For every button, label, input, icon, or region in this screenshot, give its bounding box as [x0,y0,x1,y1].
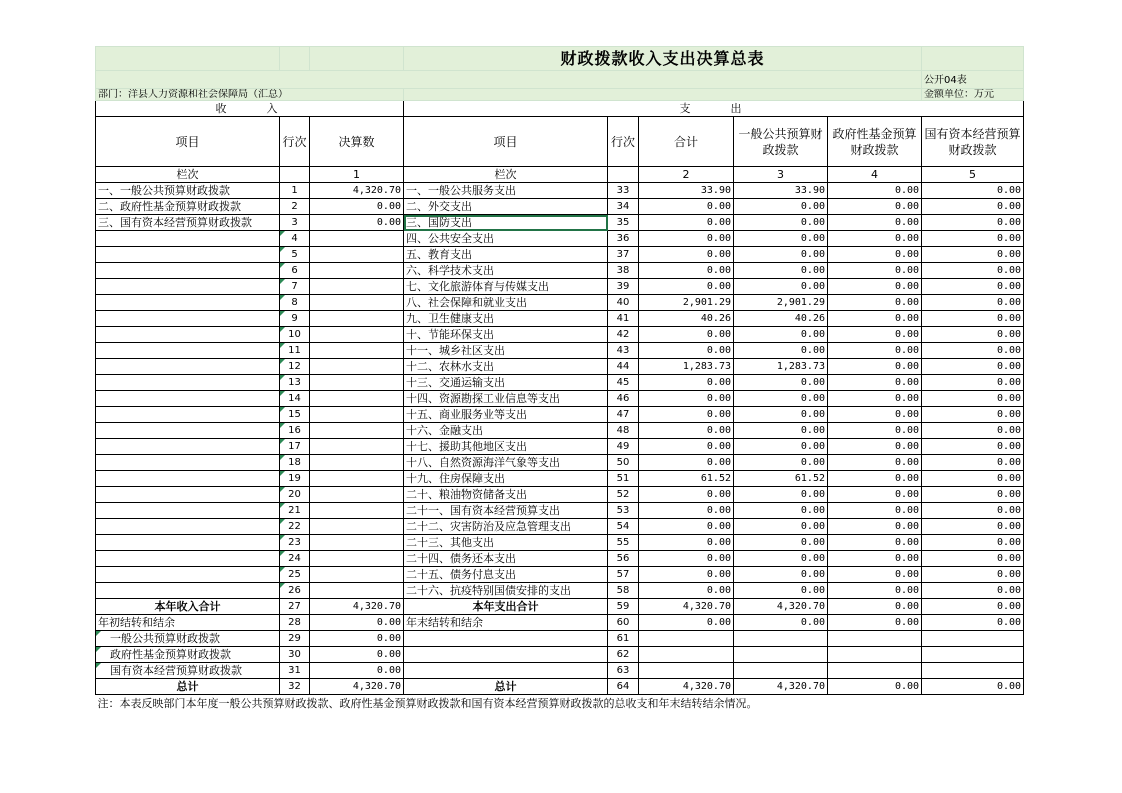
cell-ex-line[interactable]: 47 [608,407,639,423]
cell-capital[interactable]: 0.00 [922,535,1024,551]
summary-table [95,46,1024,713]
cell-in-item[interactable] [96,519,280,535]
cell-total[interactable]: 0.00 [639,535,734,551]
cell-general[interactable]: 0.00 [734,407,828,423]
cell-in-item[interactable]: 二、政府性基金预算财政拨款 [96,199,280,215]
table-row [96,487,1024,503]
cell-general[interactable]: 33.90 [734,183,828,199]
cell-in-amt[interactable] [310,247,404,263]
cell-capital[interactable]: 0.00 [922,519,1024,535]
cell-ex-line[interactable]: 43 [608,343,639,359]
cell-general[interactable]: 1,283.73 [734,359,828,375]
expense-line-header[interactable]: 行次 [608,117,639,167]
income-total-label[interactable]: 本年收入合计 [96,599,280,615]
cell-in-item[interactable] [96,455,280,471]
cell-ex-item[interactable]: 二、外交支出 [404,199,608,215]
cell-ex-line[interactable]: 56 [608,551,639,567]
cell-total[interactable]: 0.00 [639,391,734,407]
cell-ex-line[interactable]: 48 [608,423,639,439]
cell-in-amt[interactable] [310,263,404,279]
cell-general[interactable]: 0.00 [734,519,828,535]
cell-general[interactable]: 0.00 [734,487,828,503]
cell-capital[interactable]: 0.00 [922,551,1024,567]
cell-capital[interactable]: 0.00 [922,391,1024,407]
carry-out-label[interactable]: 年末结转和结余 [404,615,608,631]
income-item-header[interactable]: 项目 [96,117,280,167]
cell-ex-item[interactable]: 二十五、债务付息支出 [404,567,608,583]
cell-general[interactable]: 0.00 [734,327,828,343]
cell-ex-item[interactable]: 十二、农林水支出 [404,359,608,375]
cell-ex-line[interactable]: 50 [608,455,639,471]
cell-fund[interactable]: 0.00 [828,231,922,247]
cell-fund[interactable]: 0.00 [828,471,922,487]
cell-ex-item[interactable]: 四、公共安全支出 [404,231,608,247]
table-row [96,471,1024,487]
cell-in-line[interactable]: 12 [280,359,310,375]
cell-ex-item[interactable]: 一、一般公共服务支出 [404,183,608,199]
table-row [96,583,1024,599]
cell-ex-item[interactable]: 二十四、债务还本支出 [404,551,608,567]
cell-capital[interactable]: 0.00 [922,231,1024,247]
cell-capital[interactable]: 0.00 [922,471,1024,487]
column-index[interactable]: 5 [922,167,1024,183]
expense-total-label[interactable]: 本年支出合计 [404,599,608,615]
cell-total[interactable]: 0.00 [639,407,734,423]
table-row [96,295,1024,311]
cell-ex-item[interactable]: 十、节能环保支出 [404,327,608,343]
cell-general[interactable]: 0.00 [734,439,828,455]
cell-in-line[interactable]: 14 [280,391,310,407]
cell-in-line[interactable]: 25 [280,567,310,583]
table-row [96,215,1024,231]
cell-in-line[interactable]: 17 [280,439,310,455]
cell-in-amt[interactable]: 0.00 [310,215,404,231]
cell-ex-line[interactable]: 52 [608,487,639,503]
income-header[interactable]: 收 入 [96,101,404,117]
cell-capital[interactable]: 0.00 [922,199,1024,215]
expense-item-header[interactable]: 项目 [404,117,608,167]
general-budget-header[interactable]: 一般公共预算财政拨款 [734,117,828,167]
cell-total[interactable]: 0.00 [639,487,734,503]
table-row [96,327,1024,343]
table-row [96,279,1024,295]
cell-fund[interactable]: 0.00 [828,359,922,375]
cell-capital[interactable]: 0.00 [922,503,1024,519]
cell-ex-line[interactable]: 40 [608,295,639,311]
cell-general[interactable]: 0.00 [734,231,828,247]
cell-total[interactable]: 0.00 [639,423,734,439]
cell-in-amt[interactable] [310,359,404,375]
cell-ex-item[interactable]: 九、卫生健康支出 [404,311,608,327]
cell-fund[interactable]: 0.00 [828,311,922,327]
grand-total-expense-label[interactable]: 总计 [404,679,608,695]
cell-total[interactable]: 0.00 [639,199,734,215]
cell-ex-line[interactable]: 51 [608,471,639,487]
cell-in-line[interactable]: 15 [280,407,310,423]
table-row [96,375,1024,391]
cell-fund[interactable]: 0.00 [828,215,922,231]
cell-capital[interactable]: 0.00 [922,343,1024,359]
column-index[interactable]: 1 [310,167,404,183]
cell-capital[interactable]: 0.00 [922,455,1024,471]
cell-in-amt[interactable] [310,343,404,359]
cell-fund[interactable]: 0.00 [828,391,922,407]
cell-general[interactable]: 0.00 [734,455,828,471]
table-row [96,183,1024,199]
cell-in-item[interactable] [96,551,280,567]
cell-in-amt[interactable] [310,439,404,455]
cell-total[interactable]: 0.00 [639,327,734,343]
cell-in-item[interactable] [96,343,280,359]
cell-ex-line[interactable]: 39 [608,279,639,295]
expense-header[interactable]: 支 出 [404,101,1024,117]
cell-general[interactable]: 40.26 [734,311,828,327]
cell-fund[interactable]: 0.00 [828,439,922,455]
table-row [96,231,1024,247]
cell-in-item[interactable] [96,263,280,279]
cell-in-item[interactable] [96,295,280,311]
cell-total[interactable]: 33.90 [639,183,734,199]
gov-fund-header[interactable]: 政府性基金预算财政拨款 [828,117,922,167]
cell-capital[interactable]: 0.00 [922,423,1024,439]
cell-in-item[interactable] [96,359,280,375]
cell-total[interactable]: 0.00 [639,567,734,583]
cell-general[interactable]: 0.00 [734,279,828,295]
footnote: 注：本表反映部门本年度一般公共预算财政拨款、政府性基金预算财政拨款和国有资本经营预算财政拨款的总收支和年末结转结余情况。 [97,697,758,711]
column-index-label[interactable]: 栏次 [96,167,280,183]
cell-fund[interactable]: 0.00 [828,327,922,343]
cell-in-line[interactable]: 11 [280,343,310,359]
cell-in-item[interactable] [96,567,280,583]
cell-in-amt[interactable] [310,519,404,535]
cell-total[interactable]: 0.00 [639,247,734,263]
cell-general[interactable]: 0.00 [734,423,828,439]
table-row: 一般公共预算财政拨款 29 0.00 61 [96,631,1024,647]
cell-ex-line[interactable]: 44 [608,359,639,375]
total-header[interactable]: 合计 [639,117,734,167]
cell-ex-item[interactable]: 六、科学技术支出 [404,263,608,279]
cell-ex-item[interactable]: 七、文化旅游体育与传媒支出 [404,279,608,295]
cell-capital[interactable]: 0.00 [922,215,1024,231]
cell-fund[interactable]: 0.00 [828,183,922,199]
cell-in-line[interactable]: 2 [280,199,310,215]
cell-capital[interactable]: 0.00 [922,439,1024,455]
cell-general[interactable]: 0.00 [734,343,828,359]
cell-in-line[interactable]: 19 [280,471,310,487]
cell-capital[interactable]: 0.00 [922,295,1024,311]
cell-in-line[interactable]: 24 [280,551,310,567]
cell-ex-line[interactable]: 58 [608,583,639,599]
cell-total[interactable]: 0.00 [639,455,734,471]
cell-general[interactable]: 0.00 [734,535,828,551]
cell-in-amt[interactable] [310,567,404,583]
cell-in-line[interactable]: 16 [280,423,310,439]
cell-general[interactable]: 61.52 [734,471,828,487]
cell-capital[interactable]: 0.00 [922,583,1024,599]
table-row [96,343,1024,359]
cell-ex-item[interactable]: 二十三、其他支出 [404,535,608,551]
table-row [96,551,1024,567]
cell-fund[interactable]: 0.00 [828,375,922,391]
cell-in-item[interactable] [96,423,280,439]
cell-in-line[interactable]: 18 [280,455,310,471]
table-row [96,535,1024,551]
cell-in-item[interactable] [96,327,280,343]
cell-ex-item[interactable]: 二十、粮油物资储备支出 [404,487,608,503]
cell-ex-item[interactable]: 二十一、国有资本经营预算支出 [404,503,608,519]
cell-general[interactable]: 0.00 [734,263,828,279]
cell-in-item[interactable] [96,407,280,423]
table-row: 总计 32 4,320.70 总计 64 4,320.70 4,320.70 0.00 0.00 [96,679,1024,695]
cell-in-item[interactable] [96,503,280,519]
cell-ex-line[interactable]: 34 [608,199,639,215]
cell-ex-item[interactable]: 二十二、灾害防治及应急管理支出 [404,519,608,535]
cell-ex-item[interactable]: 三、国防支出 [404,215,608,231]
cell-in-amt[interactable] [310,279,404,295]
cell-total[interactable]: 1,283.73 [639,359,734,375]
table-row: 本年收入合计 27 4,320.70 本年支出合计 59 4,320.70 4,320.70 0.00 0.00 [96,599,1024,615]
cell-fund[interactable]: 0.00 [828,551,922,567]
cell-in-item[interactable] [96,391,280,407]
cell-capital[interactable]: 0.00 [922,263,1024,279]
table-row [96,391,1024,407]
cell-in-item[interactable] [96,487,280,503]
cell-in-amt[interactable] [310,407,404,423]
cell-fund[interactable]: 0.00 [828,455,922,471]
cell-in-line[interactable]: 13 [280,375,310,391]
cell-ex-line[interactable]: 57 [608,567,639,583]
cell-total[interactable]: 0.00 [639,583,734,599]
cell-in-amt[interactable] [310,535,404,551]
cell-ex-item[interactable]: 八、社会保障和就业支出 [404,295,608,311]
cell-in-amt[interactable] [310,375,404,391]
cell-ex-line[interactable]: 42 [608,327,639,343]
cell-fund[interactable]: 0.00 [828,487,922,503]
cell-ex-item[interactable]: 十四、资源勘探工业信息等支出 [404,391,608,407]
cell-in-line[interactable]: 21 [280,503,310,519]
cell-in-item[interactable] [96,471,280,487]
table-row [96,519,1024,535]
cell-ex-item[interactable]: 十九、住房保障支出 [404,471,608,487]
cell-fund[interactable]: 0.00 [828,263,922,279]
cell-ex-line[interactable]: 46 [608,391,639,407]
cell-capital[interactable]: 0.00 [922,279,1024,295]
cell-ex-line[interactable]: 37 [608,247,639,263]
cell-total[interactable]: 40.26 [639,311,734,327]
cell-in-item[interactable] [96,375,280,391]
cell-in-line[interactable]: 9 [280,311,310,327]
department-label[interactable]: 部门：洋县人力资源和社会保障局（汇总） [96,89,404,101]
state-capital-header[interactable]: 国有资本经营预算财政拨款 [922,117,1024,167]
cell-ex-line[interactable]: 33 [608,183,639,199]
page-title[interactable]: 财政拨款收入支出决算总表 [404,47,922,71]
cell-in-amt[interactable] [310,487,404,503]
table-row [96,247,1024,263]
cell-in-amt[interactable] [310,311,404,327]
cell-ex-line[interactable]: 35 [608,215,639,231]
cell-in-line[interactable]: 23 [280,535,310,551]
cell-general[interactable]: 0.00 [734,247,828,263]
cell-general[interactable]: 2,901.29 [734,295,828,311]
cell-ex-line[interactable]: 36 [608,231,639,247]
cell-in-amt[interactable] [310,423,404,439]
income-total-amount[interactable]: 4,320.70 [310,599,404,615]
cell-capital[interactable]: 0.00 [922,487,1024,503]
cell-ex-item[interactable]: 十三、交通运输支出 [404,375,608,391]
table-row: 国有资本经营预算财政拨款 31 0.00 63 [96,663,1024,679]
cell-ex-line[interactable]: 49 [608,439,639,455]
cell-in-amt[interactable] [310,583,404,599]
cell-fund[interactable]: 0.00 [828,247,922,263]
cell-ex-item[interactable]: 十五、商业服务业等支出 [404,407,608,423]
cell-in-item[interactable] [96,535,280,551]
table-row [96,359,1024,375]
cell-fund[interactable]: 0.00 [828,567,922,583]
cell-capital[interactable]: 0.00 [922,359,1024,375]
cell-ex-line[interactable]: 54 [608,519,639,535]
cell-in-item[interactable] [96,311,280,327]
cell-total[interactable]: 0.00 [639,343,734,359]
cell-in-item[interactable] [96,279,280,295]
cell-total[interactable]: 0.00 [639,551,734,567]
cell-ex-item[interactable]: 十一、城乡社区支出 [404,343,608,359]
table-row [96,199,1024,215]
cell-total[interactable]: 0.00 [639,231,734,247]
cell-ex-item[interactable]: 十八、自然资源海洋气象等支出 [404,455,608,471]
cell-fund[interactable]: 0.00 [828,583,922,599]
table-row [96,311,1024,327]
cell-in-line[interactable]: 4 [280,231,310,247]
grand-total-income-label[interactable]: 总计 [96,679,280,695]
cell-in-line[interactable]: 8 [280,295,310,311]
table-row [96,439,1024,455]
cell-fund[interactable]: 0.00 [828,343,922,359]
cell-in-line[interactable]: 3 [280,215,310,231]
column-index-label[interactable]: 栏次 [404,167,608,183]
cell-general[interactable]: 0.00 [734,215,828,231]
cell-in-item[interactable]: 一、一般公共预算财政拨款 [96,183,280,199]
cell-capital[interactable]: 0.00 [922,375,1024,391]
cell-ex-item[interactable]: 十七、援助其他地区支出 [404,439,608,455]
cell-in-amt[interactable] [310,391,404,407]
cell-capital[interactable]: 0.00 [922,247,1024,263]
cell-in-amt[interactable] [310,231,404,247]
cell-in-item[interactable] [96,247,280,263]
cell-in-amt[interactable] [310,503,404,519]
table-row [96,503,1024,519]
cell-in-line[interactable]: 20 [280,487,310,503]
form-number[interactable]: 公开04表 [922,71,1024,89]
cell-fund[interactable]: 0.00 [828,423,922,439]
cell-fund[interactable]: 0.00 [828,503,922,519]
final-amount-header[interactable]: 决算数 [310,117,404,167]
cell-in-line[interactable]: 7 [280,279,310,295]
cell-in-item[interactable]: 三、国有资本经营预算财政拨款 [96,215,280,231]
cell-capital[interactable]: 0.00 [922,567,1024,583]
cell-general[interactable]: 0.00 [734,199,828,215]
cell-total[interactable]: 0.00 [639,375,734,391]
cell-general[interactable]: 0.00 [734,503,828,519]
cell-general[interactable]: 0.00 [734,391,828,407]
cell-in-amt[interactable]: 0.00 [310,199,404,215]
cell-in-line[interactable]: 1 [280,183,310,199]
cell-total[interactable]: 61.52 [639,471,734,487]
cell-in-item[interactable] [96,231,280,247]
cell-total[interactable]: 0.00 [639,503,734,519]
unit-label[interactable]: 金额单位：万元 [922,89,1024,101]
table-row [96,567,1024,583]
cell-ex-line[interactable]: 41 [608,311,639,327]
cell-ex-line[interactable]: 45 [608,375,639,391]
cell-capital[interactable]: 0.00 [922,311,1024,327]
table-row: 政府性基金预算财政拨款 30 0.00 62 [96,647,1024,663]
table-row [96,423,1024,439]
cell-in-item[interactable] [96,439,280,455]
cell-ex-line[interactable]: 55 [608,535,639,551]
cell-general[interactable]: 0.00 [734,375,828,391]
cell-fund[interactable]: 0.00 [828,199,922,215]
table-row [96,263,1024,279]
cell-ex-item[interactable]: 十六、金融支出 [404,423,608,439]
cell-in-line[interactable]: 26 [280,583,310,599]
table-row [96,407,1024,423]
carry-in-label[interactable]: 年初结转和结余 [96,615,280,631]
cell-general[interactable]: 0.00 [734,567,828,583]
table-row: 年初结转和结余 28 0.00 年末结转和结余 60 0.00 0.00 0.00 0.00 [96,615,1024,631]
cell-total[interactable]: 0.00 [639,215,734,231]
cell-fund[interactable]: 0.00 [828,279,922,295]
cell-ex-item[interactable]: 五、教育支出 [404,247,608,263]
cell-total[interactable]: 0.00 [639,279,734,295]
cell-general[interactable]: 0.00 [734,551,828,567]
cell-ex-line[interactable]: 38 [608,263,639,279]
spreadsheet [95,46,1023,713]
cell-capital[interactable]: 0.00 [922,407,1024,423]
cell-fund[interactable]: 0.00 [828,407,922,423]
cell-total[interactable]: 0.00 [639,263,734,279]
cell-fund[interactable]: 0.00 [828,295,922,311]
cell-general[interactable]: 0.00 [734,583,828,599]
cell-ex-line[interactable]: 53 [608,503,639,519]
cell-total[interactable]: 2,901.29 [639,295,734,311]
column-index[interactable]: 4 [828,167,922,183]
table-row [96,455,1024,471]
cell-in-amt[interactable] [310,327,404,343]
cell-capital[interactable]: 0.00 [922,183,1024,199]
cell-total[interactable]: 0.00 [639,519,734,535]
income-line-header[interactable]: 行次 [280,117,310,167]
cell-in-amt[interactable] [310,551,404,567]
cell-in-amt[interactable] [310,455,404,471]
cell-total[interactable]: 0.00 [639,439,734,455]
cell-capital[interactable]: 0.00 [922,327,1024,343]
cell-in-line[interactable]: 6 [280,263,310,279]
cell-ex-item[interactable]: 二十六、抗疫特别国债安排的支出 [404,583,608,599]
cell-in-item[interactable] [96,583,280,599]
cell-in-amt[interactable]: 4,320.70 [310,183,404,199]
cell-in-amt[interactable] [310,295,404,311]
cell-fund[interactable]: 0.00 [828,519,922,535]
column-index[interactable]: 2 [639,167,734,183]
cell-in-amt[interactable] [310,471,404,487]
cell-in-line[interactable]: 10 [280,327,310,343]
cell-fund[interactable]: 0.00 [828,535,922,551]
cell-in-line[interactable]: 5 [280,247,310,263]
column-index[interactable]: 3 [734,167,828,183]
cell-in-line[interactable]: 22 [280,519,310,535]
